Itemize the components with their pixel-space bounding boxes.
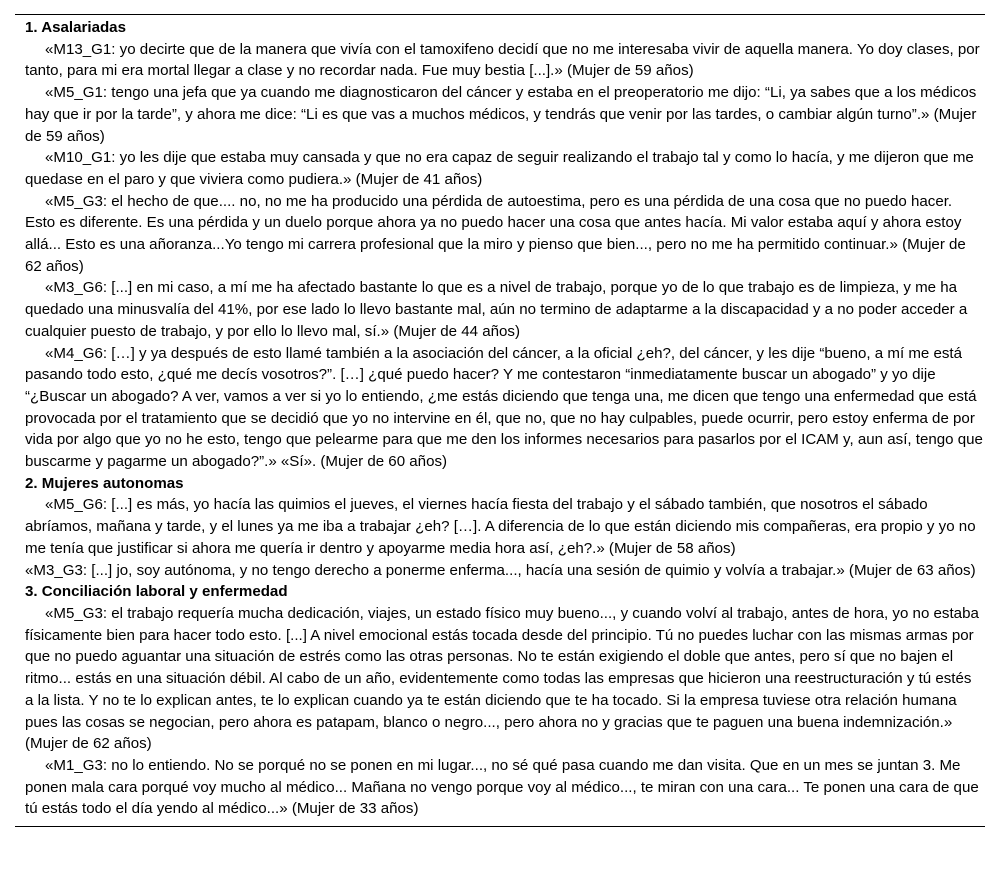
quote-m5-g3: «M5_G3: el hecho de que.... no, no me ha producido una pérdida de autoestima, pero es una pérdida de una cosa que no puedo hacer. Esto es diferente. Es una pérdida y un duelo porque ahora ya no puedo hacer una cosa que antes hacía. Mi valor estaba aquí y ahora estoy allá... Esto es una añoranza...Yo tengo mi carrera profesional que la miro y pienso que bien..., pero no me ha permitido continuar.» (Mujer de 62 años): [25, 192, 966, 275]
quote-m5-g3-trabajo: «M5_G3: el trabajo requería mucha dedicación, viajes, un estado físico muy bueno..., y cuando volví al trabajo, antes de hora, yo no estaba físicamente bien para hacer todo esto. [...] A nivel emocional estás tocada desde del principio. Tú no puedes luchar con las mismas armas por que no puedo aguantar una situación de estrés como las otras personas. No te están exigiendo el doble que antes, pero sí que no bajen el ritmo... estás en una situación débil. Al cabo de un año, evidentemente como todas las empresas que hicieron una reestructuración y tú estés a la lista. Y no te lo explican antes, te lo explican cuando ya te están diciendo que te ha tocado. Si la empresa tuviese otra relación humana pues las cosas se negocian, pero ahora es patapam, blanco o negro..., pero ahora no y gracias que te paguen una buena indemnización.» (Mujer de 62 años): [25, 604, 979, 753]
quote-m4-g6: «M4_G6: […] y ya después de esto llamé también a la asociación del cáncer, a la oficial ¿eh?, del cáncer, y les dije “bueno, a mí me está pasando todo esto, ¿qué me decís vosotros?”. […] ¿qué puedo hacer? Y me contestaron “inmediatamente buscar un abogado” y yo dije “¿Buscar un abogado? A ver, vamos a ver si yo lo entiendo, ¿me estás diciendo que tenga una, me dicen que tengo una enfermedad que está provocada por el tratamiento que se decidió que yo no intervine en él, que no, que no hay culpables, puede ocurrir, pero estoy enferma de por vida por algo que yo no he esto, tengo que pelearme para que me den los informes necesarios para pasarlos por el ICAM y, aun así, tengo que buscarme y pagarme un abogado?”.» «Sí». (Mujer de 60 años): [25, 344, 983, 471]
quote-m5-g6: «M5_G6: [...] es más, yo hacía las quimios el jueves, el viernes hacía fiesta del trabajo y el sábado también, que nosotros el sábado abríamos, mañana y tarde, y el lunes ya me iba a trabajar ¿eh? […]. A diferencia de lo que están diciendo mis compañeras, era propio y yo no me tenía que justificar si ahora me quería ir dentro y apoyarme media hora así, ¿eh?.» (Mujer de 58 años): [25, 496, 976, 557]
quote-m10-g1: «M10_G1: yo les dije que estaba muy cansada y que no era capaz de seguir realizando el trabajo tal y como lo hacía, y me dijeron que me quedase en el paro y que viviera como pudiera.» (Mujer de 41 años): [25, 149, 974, 188]
section-title-conciliacion: 3. Conciliación laboral y enfermedad: [25, 583, 288, 601]
quote-m5-g1: «M5_G1: tengo una jefa que ya cuando me diagnosticaron del cáncer y estaba en el preoperatorio me dijo: “Li, ya sabes que a los médicos hay que ir por la tarde”, y ahora me dice: “Li es que vas a muchos médicos, y tendrás que venir por las tardes, o cambiar algún turno”.» (Mujer de 59 años): [25, 84, 977, 145]
quote-m3-g3: «M3_G3: [...] jo, soy autónoma, y no tengo derecho a ponerme enferma..., hacía una sesión de quimio y volvía a trabajar.» (Mujer de 63 años): [25, 561, 976, 579]
quotes-table: [15, 14, 985, 827]
quote-m1-g3: «M1_G3: no lo entiendo. No se porqué no se ponen en mi lugar..., no sé qué pasa cuando me dan visita. Que en un mes se juntan 3. Me ponen mala cara porqué voy mucho al médico... Mañana no vengo porque voy al médico..., te miran con una cara... Te ponen una cara de que tú estás todo el día yendo al médico...» (Mujer de 33 años): [25, 756, 979, 818]
quote-m3-g6: «M3_G6: [...] en mi caso, a mí me ha afectado bastante lo que es a nivel de trabajo, porque yo de lo que trabajo es de limpieza, y me ha quedado una minusvalía del 41%, por ese lado lo llevo bastante mal, aún no termino de adaptarme a la discapacidad y a no poder acceder a cualquier puesto de trabajo, y por ello lo llevo mal, sí.» (Mujer de 44 años): [25, 279, 968, 340]
section-title-autonomas: 2. Mujeres autonomas: [25, 474, 184, 492]
quote-m13-g1: «M13_G1: yo decirte que de la manera que vivía con el tamoxifeno decidí que no me interesaba vivir de aquella manera. Yo doy clases, por tanto, para mi era mortal llegar a clase y no recordar nada. Fue muy bestia [...].» (Mujer de 59 años): [25, 40, 980, 80]
section-title-asalariadas: 1. Asalariadas: [25, 19, 126, 36]
